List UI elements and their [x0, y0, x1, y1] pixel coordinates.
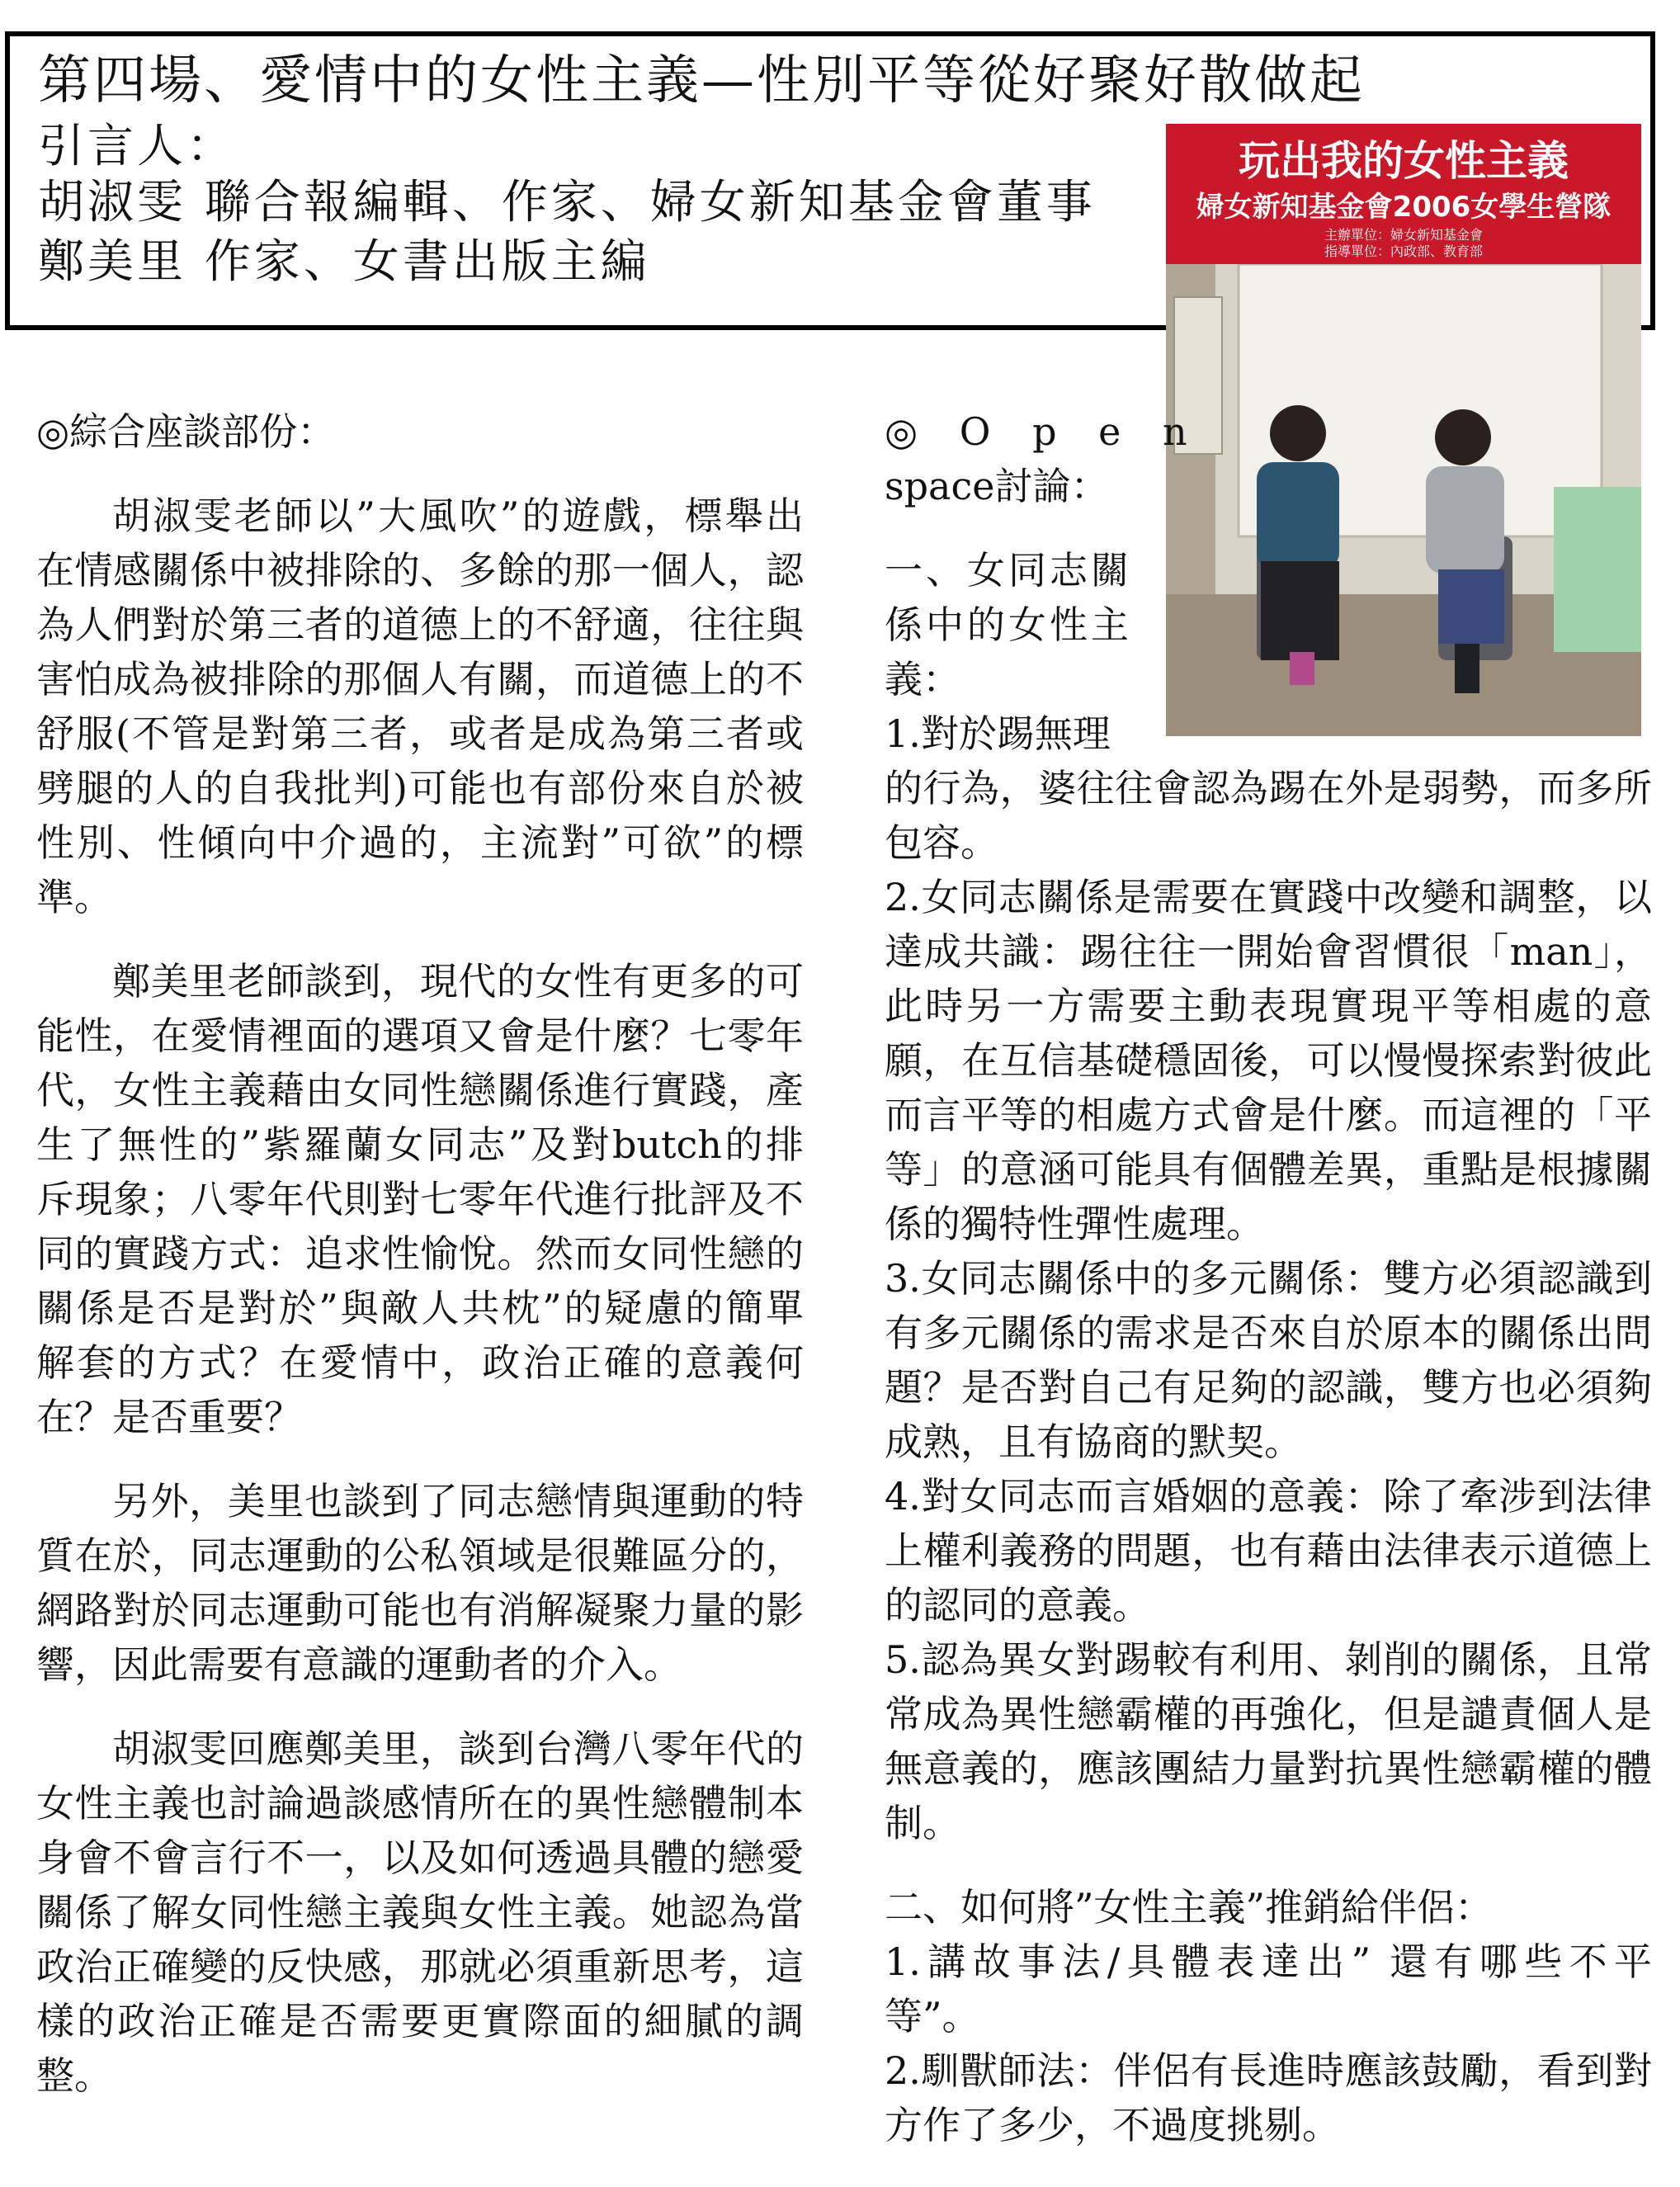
text-line: 題？是否對自己有足夠的認識，雙方也必須夠: [885, 1365, 1652, 1410]
banner-subtitle: 婦女新知基金會2006女學生營隊: [1196, 191, 1612, 224]
text-line: 生了無性的”紫羅蘭女同志”及對butch的排: [36, 1122, 804, 1167]
text-line: 身會不會言行不一，以及如何透過具體的戀愛: [36, 1835, 804, 1880]
list-item-3: [885, 1251, 1652, 1469]
text-line: 劈腿的人的自我批判)可能也有部份來自於被: [36, 766, 804, 810]
text-line: 制。: [885, 1801, 960, 1845]
text-line: 方作了多少，不過度挑剔。: [885, 2103, 1340, 2147]
left-heading: ◎綜合座談部份：: [36, 409, 336, 454]
text-line: 為人們對於第三者的道德上的不舒適，往往與: [36, 602, 804, 647]
text-line: 同的實踐方式：追求性愉悅。然而女同性戀的: [36, 1231, 804, 1276]
text-line: 解套的方式？在愛情中，政治正確的意義何: [36, 1340, 804, 1385]
text-line: 願，在互信基礎穩固後，可以慢慢探索對彼此: [885, 1038, 1652, 1083]
text-line: 2.女同志關係是需要在實踐中改變和調整，以: [885, 875, 1652, 919]
text-line: 女性主義也討論過談感情所在的異性戀體制本: [36, 1781, 804, 1826]
text-line: 響，因此需要有意識的運動者的介入。: [36, 1642, 682, 1687]
text-line: 性別、性傾向中介過的，主流對”可欲”的標: [36, 820, 804, 865]
text-line: 達成共識：踢往往一開始會習慣很「man」，: [885, 929, 1652, 974]
text-line: 包容。: [885, 820, 998, 865]
list-item-2: [885, 870, 1652, 1251]
text-line: 在？是否重要？: [36, 1395, 302, 1439]
list-item-1: [885, 706, 1652, 870]
paragraph-4: [36, 1722, 804, 2103]
text-line: 無意義的，應該團結力量對抗異性戀霸權的體: [885, 1746, 1652, 1791]
text-line: 關係是否是對於”與敵人共枕”的疑慮的簡單: [36, 1286, 804, 1330]
list-item-4: [885, 1469, 1652, 1632]
left-column: [36, 404, 804, 2103]
speaker-1: 胡淑雯 聯合報編輯、作家、婦女新知基金會董事: [38, 176, 1096, 229]
intro-label: 引言人：: [38, 120, 236, 173]
text-line: 代，女性主義藉由女同性戀關係進行實踐，產: [36, 1068, 804, 1112]
right-column: [885, 404, 1652, 2152]
banner-title: 玩出我的女性主義: [1239, 137, 1569, 185]
open-space-heading: ◎ O p e n: [885, 409, 1202, 454]
list-item-5: [885, 1632, 1652, 1850]
text-line: 有多元關係的需求是否來自於原本的關係出問: [885, 1311, 1652, 1355]
text-line: 3.女同志關係中的多元關係：雙方必須認識到: [885, 1256, 1652, 1301]
page-title: 第四場、愛情中的女性主義—性別平等從好聚好散做起: [38, 50, 1365, 111]
text-line: 上權利義務的問題，也有藉由法律表示道德上: [885, 1528, 1652, 1573]
text-line: 準。: [36, 875, 112, 919]
text-line: 政治正確變的反快感，那就必須重新思考，這: [36, 1944, 804, 1989]
text-line: 4.對女同志而言婚姻的意義：除了牽涉到法律: [885, 1474, 1652, 1519]
text-line: 常成為異性戀霸權的再強化，但是譴責個人是: [885, 1692, 1652, 1736]
text-line: 害怕成為被排除的那個人有關，而道德上的不: [36, 657, 804, 701]
text-line: 等”。: [885, 1994, 980, 2038]
text-line: 成熟，且有協商的默契。: [885, 1419, 1302, 1464]
text-line: 能性，在愛情裡面的選項又會是什麼？七零年: [36, 1013, 804, 1058]
list-item-7: [885, 2043, 1652, 2152]
text-line: 整。: [36, 2053, 112, 2098]
text-line: 2.馴獸師法：伴侶有長進時應該鼓勵，看到對: [885, 2048, 1652, 2093]
text-line: 胡淑雯老師以”大風吹”的遊戲，標舉出: [112, 494, 804, 538]
banner-organizer: 主辦單位：婦女新知基金會: [1324, 227, 1484, 243]
text-line: 舒服(不管是對第三者，或者是成為第三者或: [36, 711, 804, 756]
text-line: 網路對於同志運動可能也有消解凝聚力量的影: [36, 1588, 804, 1632]
paragraph-3: [36, 1474, 804, 1692]
text-line: 關係了解女同性戀主義與女性主義。她認為當: [36, 1890, 804, 1934]
text-line: 而言平等的相處方式會是什麼。而這裡的「平: [885, 1093, 1652, 1137]
text-line: 係的獨特性彈性處理。: [885, 1202, 1264, 1246]
banner-advisor: 指導單位：內政部、教育部: [1324, 243, 1484, 259]
open-space-heading-2: space討論：: [885, 464, 1109, 508]
text-line: 另外，美里也談到了同志戀情與運動的特: [112, 1479, 804, 1523]
text-line: 斥現象；八零年代則對七零年代進行批評及不: [36, 1177, 804, 1221]
text-line: 鄭美里老師談到，現代的女性有更多的可: [112, 959, 804, 1004]
text-line: 的認同的意義。: [885, 1583, 1150, 1627]
text-line: 此時另一方需要主動表現實現平等相處的意: [885, 984, 1652, 1028]
text-line: 的行為，婆往往會認為踢在外是弱勢，而多所: [885, 766, 1652, 810]
text-line: 1.對於踢無理: [885, 711, 1111, 756]
text-line: 胡淑雯回應鄭美里，談到台灣八零年代的: [112, 1726, 804, 1771]
text-line: 樣的政治正確是否需要更實際面的細膩的調: [36, 1999, 804, 2043]
paragraph-1: [36, 489, 804, 924]
text-line: 等」的意涵可能具有個體差異，重點是根據關: [885, 1147, 1652, 1192]
section-1-heading: 一、女同志關: [885, 548, 1132, 593]
text-line: 質在於，同志運動的公私領域是很難區分的，: [36, 1533, 804, 1578]
text-line: 5.認為異女對踢較有利用、剝削的關係，且常: [885, 1637, 1652, 1682]
paragraph-2: [36, 954, 804, 1444]
speaker-2: 鄭美里 作家、女書出版主編: [38, 235, 650, 289]
section-2-heading: 二、如何將”女性主義”推銷給伴侶：: [885, 1885, 1494, 1930]
section-1-heading: 係中的女性主: [885, 602, 1132, 647]
list-item-6: [885, 1934, 1652, 2043]
text-line: 在情感關係中被排除的、多餘的那一個人，認: [36, 548, 804, 593]
section-1-heading: 義：: [885, 657, 960, 701]
text-line: 1.講故事法/具體表達出” 還有哪些不平: [885, 1939, 1652, 1984]
